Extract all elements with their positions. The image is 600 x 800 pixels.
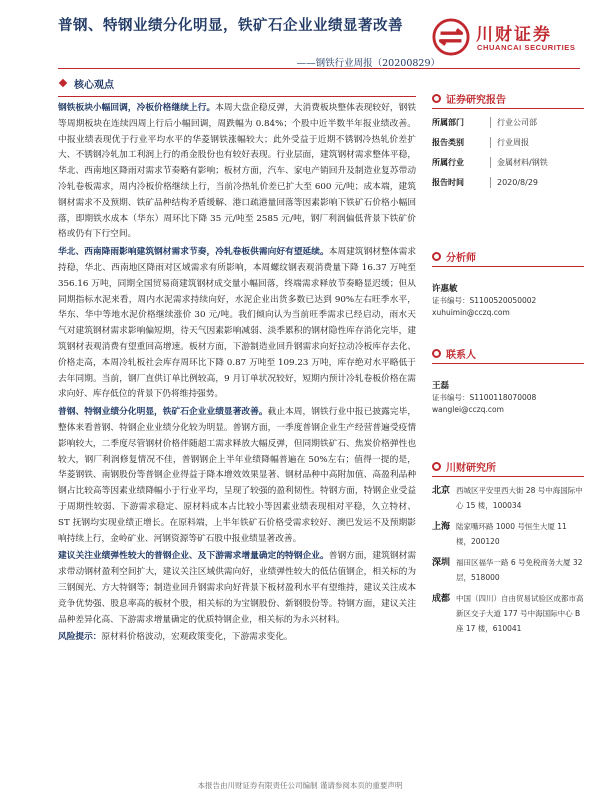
paragraph-risk: 风险提示：原材料价格波动，宏观政策变化，下游需求变化。 (58, 632, 293, 643)
report-title: 普钢、特钢业绩分化明显，铁矿石企业业绩显著改善 (58, 17, 403, 34)
section-circle-icon (432, 349, 441, 358)
contact-cert: 证书编号：S1100118070008 (432, 393, 537, 402)
info-row: 所属行业 金属材料/钢铁 (432, 157, 548, 167)
paragraph-recommendation: 建议关注业绩弹性较大的普钢企业、及下游需求增量确定的特钢企业。普钢方面，建筑钢材需求带动钢材盈利空间扩大，建议关注区域供需向好，业绩弹性较大的低估值钢企，相关标的为三钢闽光、方大特钢等；制造业回升钢需求向好背景下板材盈利水平有望维持，建议关注成本竞争优势强、股息率高的板材个股，相关标的为宝钢股份、新钢股份等。特钢方面，建议关注品种差异化高、下游需求增量确定的优质特钢企业，相关标的为永兴材料。 (58, 551, 417, 625)
paragraph-demand: 华北、西南降雨影响建筑钢材需求节奏，冷轧卷板供需向好有望延续。本周建筑钢材整体需求持稳，华北、西南地区降雨对区域需求有所影响，本周螺纹钢表观消费量下降 16.37 万吨至 356.16 万吨，同期全国贸易商建筑钢材成交量小幅回落，终端需求释放节奏略显迟缓；但从同期指标水泥来看，周内水泥需求持续向好，水泥企业出货多数已达到 90%左右旺季水平，华东、华中等地水泥价格继续涨价 30 元/吨。我们倾向认为当前旺季需求已经启动，雨水天气对建筑钢材需求影响偏短期，待天气因素影响减弱、淡季累积的钢材隐性库存消化完毕，建筑钢材表观消费有望重回高增速。板材方面，下游制造业回升钢需求向好拉动冷板库存去化、价格走高，本周冷轧板社会库存周环比下降 0.87 万吨至 109.23 万吨，库存绝对水平略低于去年同期。当前，钢厂直供订单比例较高，9 月订单状况较好，短期内预计冷轧卷板价格在需求向好、库存低位的背景下仍将维持强势。 (58, 247, 417, 400)
report-info-divider (432, 108, 584, 109)
research-heading: 川财研究所 (432, 458, 584, 474)
report-header (0, 0, 600, 70)
info-row: 报告时间 2020/8/29 (432, 177, 539, 187)
logo-text-en: CHUANCAI SECURITIES (477, 43, 576, 52)
sidebar (432, 90, 584, 642)
diamond-bullet-icon (59, 79, 67, 87)
core-heading: 核心观点 (58, 76, 416, 90)
header-divider (58, 68, 580, 69)
report-subtitle: ——钢铁行业周报（20200829） (296, 58, 440, 69)
chuancai-logo-icon (432, 18, 470, 56)
research-divider (432, 476, 584, 477)
office-row: 上海 陆家嘴环路 1000 号恒生大厦 11 楼，200120 (432, 522, 567, 546)
section-circle-icon (432, 94, 441, 103)
paragraph-earnings: 普钢、特钢业绩分化明显，铁矿石企业业绩显著改善。截止本周，钢铁行业中报已披露完毕，整体来看普钢、特钢企业业绩分化较为明显。普钢方面，一季度普钢企业生产经营普遍受疫情影响较大，二季度尽管钢材价格伴随超工需求释放大幅反弹，但同期铁矿石、焦炭价格弹性也较大，钢厂利润修复情况不佳，普钢钢企上半年业绩降幅普遍在 50%左右；值得一提的是，华菱钢铁、南钢股份等普钢企业得益于降本增效效果显著、钢材品种中高附加值、高盈利品种钢占比较高等因素业绩降幅小于行业平均，呈现了较强的盈利韧性。特钢方面，特钢企业受益于周期性较弱、下游需求稳定、原材料成本占比较小等因素业绩表现相对平稳，久立特材、ST 抚钢均实现业绩正增长。在原料端，上半年铁矿石价格受需求较好、澳巴发运不及预期影响持续上行，金岭矿业、河钢资源等矿石股中报业绩显著改善。 (58, 407, 417, 544)
analyst-divider (432, 266, 584, 267)
analyst-heading: 分析师 (432, 248, 584, 264)
office-row: 成都 中国（四川）自由贸易试验区成都市高新区交子大道 177 号中海国际中心 B 座 17 楼，610041 (432, 594, 584, 633)
analyst-cert: 证书编号：S1100520050002 (432, 296, 537, 305)
logo-text-cn: 川财证券 (476, 25, 552, 45)
office-row: 深圳 福田区福华一路 6 号免税商务大厦 32 层，518000 (432, 558, 583, 582)
section-circle-icon (432, 462, 441, 471)
office-row: 北京 西城区平安里西大街 28 号中海国际中心 15 楼，100034 (432, 486, 583, 510)
contact-name: 王磊 (432, 381, 450, 391)
core-heading-divider (58, 96, 416, 97)
analyst-email[interactable]: xuhuimin@cczq.com (432, 308, 510, 317)
contact-email[interactable]: wanglei@cczq.com (432, 405, 504, 414)
info-row: 报告类别 行业周报 (432, 137, 529, 147)
section-circle-icon (432, 252, 441, 261)
contact-divider (432, 363, 584, 364)
company-logo (432, 18, 580, 62)
contact-heading: 联系人 (432, 345, 584, 361)
core-viewpoints (58, 76, 416, 648)
info-row: 所属部门 行业公司部 (432, 117, 537, 127)
paragraph-market: 钢铁板块小幅回调，冷板价格继续上行。本周大盘企稳反弹，大消费板块整体表现较好，钢铁等周期板块在连续四周上行后小幅回调，周跌幅为 0.84%；个股中近半数半年报业绩改善。中报业绩表现优于行业平均水平的华菱钢铁涨幅较大；此外受益于近期不锈钢冷热轧价差扩大、不锈钢冷轧加工利润上行的甬金股份也有较好表现。行业层面，建筑钢材需求整体平稳，华北、西南地区降雨对需求节奏略有影响；板材方面，汽车、家电产销回升及制造业复苏带动冷轧卷板需求，周内冷板价格继续上行，当前冷热轧价差已扩大至 600 元/吨；成本端，建筑钢材需求不及预期、铁矿品种结构矛盾缓解、港口疏港量回落等因素影响下铁矿石价格小幅回落，即期铁水成本（华东）周环比下降 35 元/吨至 2585 元/吨，钢厂利润偏低背景下铁矿价格或仍有下行空间。 (58, 103, 417, 240)
analyst-name: 许惠敏 (432, 284, 458, 294)
page-footer: 本报告由川财证券有限责任公司编制 谨请参阅本页的重要声明 (197, 781, 403, 790)
report-info-heading: 证券研究报告 (432, 90, 584, 106)
